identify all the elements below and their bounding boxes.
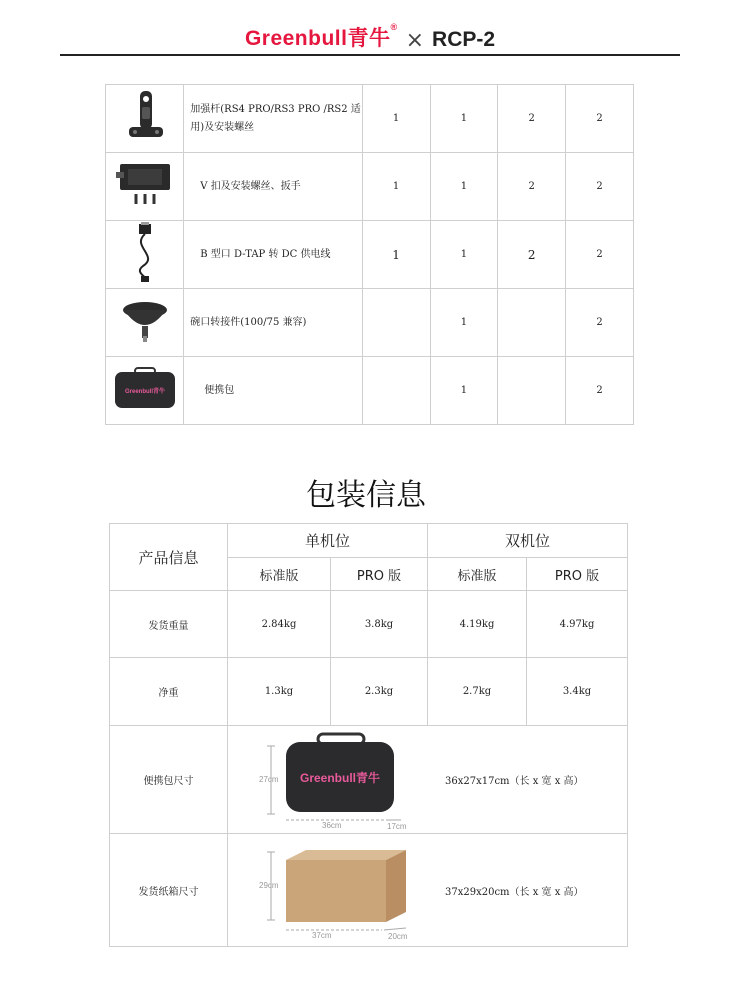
v-mount-plate-icon xyxy=(114,160,176,210)
cross-symbol: × xyxy=(405,28,425,53)
part-image-cell xyxy=(106,85,184,153)
value-cell: 3.4kg xyxy=(527,658,628,726)
table-row xyxy=(106,289,634,357)
box-size-text: 37x29x20cm（长 x 宽 x 高） xyxy=(445,886,584,898)
part-image-cell xyxy=(106,289,184,357)
section-title: 包装信息 xyxy=(306,478,426,513)
qty-cell: 2 xyxy=(566,357,634,425)
svg-text:36cm: 36cm xyxy=(322,820,342,830)
qty-cell: 1 xyxy=(430,289,498,357)
value-cell: 3.8kg xyxy=(331,591,428,658)
qty-cell: 2 xyxy=(566,289,634,357)
carry-case-icon xyxy=(256,730,431,830)
qty-cell: 2 xyxy=(566,153,634,221)
svg-text:Greenbull青牛: Greenbull青牛 xyxy=(124,389,165,395)
table-row xyxy=(106,85,634,153)
shipping-box-icon xyxy=(256,840,431,940)
row-label: 净重 xyxy=(110,658,228,726)
value-cell: 2.3kg xyxy=(331,658,428,726)
svg-text:17cm: 17cm xyxy=(387,821,407,830)
value-cell: 4.97kg xyxy=(527,591,628,658)
svg-text:27cm: 27cm xyxy=(259,774,279,784)
value-cell: 4.19kg xyxy=(428,591,527,658)
case-size-text: 36x27x17cm（长 x 宽 x 高） xyxy=(445,776,584,787)
table-row xyxy=(110,524,628,558)
reinforcement-rod-icon xyxy=(120,87,170,147)
qty-cell xyxy=(362,289,430,357)
value-cell: 2.7kg xyxy=(428,658,527,726)
packaging-table xyxy=(109,523,628,947)
sub-header: 标准版 xyxy=(428,558,527,591)
part-name: 加强杆(RS4 PRO/RS3 PRO /RS2 适用)及安装螺丝 xyxy=(184,85,362,153)
svg-text:29cm: 29cm xyxy=(259,881,279,890)
qty-cell: 1 xyxy=(362,221,430,289)
qty-cell: 1 xyxy=(430,221,498,289)
svg-text:Greenbull青牛: Greenbull青牛 xyxy=(299,770,381,785)
qty-cell: 2 xyxy=(566,221,634,289)
qty-cell: 1 xyxy=(430,85,498,153)
dtap-cable-icon xyxy=(125,222,165,284)
qty-cell xyxy=(498,289,566,357)
box-dimension-cell xyxy=(228,834,628,947)
case-dimension-cell xyxy=(228,726,628,834)
qty-cell: 2 xyxy=(498,221,566,289)
svg-text:37cm: 37cm xyxy=(312,931,332,940)
table-row xyxy=(110,591,628,658)
table-row xyxy=(106,153,634,221)
part-image-cell xyxy=(106,153,184,221)
table-row xyxy=(110,658,628,726)
qty-cell: 2 xyxy=(498,85,566,153)
bowl-adapter-icon xyxy=(120,298,170,344)
qty-cell: 1 xyxy=(362,85,430,153)
table-row xyxy=(106,221,634,289)
part-name: V 扣及安装螺丝、扳手 xyxy=(184,153,362,221)
product-name: RCP-2 xyxy=(432,28,496,51)
qty-cell: 2 xyxy=(498,153,566,221)
carry-case-icon xyxy=(113,367,177,411)
part-image-cell xyxy=(106,357,184,425)
qty-cell xyxy=(362,357,430,425)
sub-header: PRO 版 xyxy=(527,558,628,591)
part-name: 碗口转接件(100/75 兼容) xyxy=(184,289,362,357)
page-header xyxy=(60,22,680,56)
qty-cell: 1 xyxy=(362,153,430,221)
value-cell: 1.3kg xyxy=(228,658,331,726)
value-cell: 2.84kg xyxy=(228,591,331,658)
row-label: 发货纸箱尺寸 xyxy=(110,834,228,947)
qty-cell: 1 xyxy=(430,357,498,425)
corner-header: 产品信息 xyxy=(110,524,228,591)
svg-text:20cm: 20cm xyxy=(388,932,408,940)
parts-table xyxy=(105,84,634,425)
part-image-cell xyxy=(106,221,184,289)
part-name: 便携包 xyxy=(184,357,362,425)
group-header: 双机位 xyxy=(428,524,628,558)
qty-cell: 1 xyxy=(430,153,498,221)
group-header: 单机位 xyxy=(228,524,428,558)
row-label: 便携包尺寸 xyxy=(110,726,228,834)
qty-cell xyxy=(498,357,566,425)
table-row xyxy=(110,834,628,947)
row-label: 发货重量 xyxy=(110,591,228,658)
brand-logo: Greenbull青牛® xyxy=(244,22,398,50)
qty-cell: 2 xyxy=(566,85,634,153)
sub-header: 标准版 xyxy=(228,558,331,591)
part-name: B 型口 D-TAP 转 DC 供电线 xyxy=(184,221,362,289)
table-row xyxy=(110,726,628,834)
sub-header: PRO 版 xyxy=(331,558,428,591)
table-row xyxy=(106,357,634,425)
